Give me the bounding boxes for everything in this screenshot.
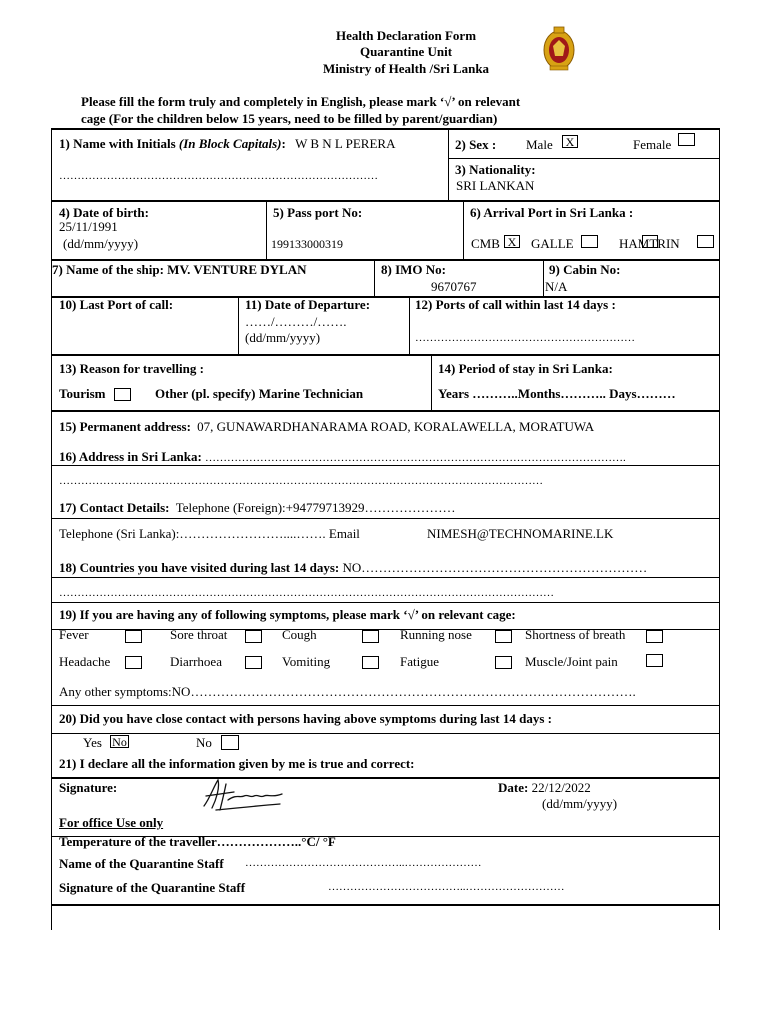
q7-ship-name-label: 7) Name of the ship: MV. VENTURE DYLAN bbox=[52, 262, 307, 277]
q9-cabin-label: 9) Cabin No: bbox=[549, 262, 621, 277]
symptom-sore-throat-checkbox[interactable] bbox=[245, 630, 262, 643]
q4-dob-label: 4) Date of birth: bbox=[59, 205, 149, 220]
q13-tourism-label: Tourism bbox=[59, 386, 106, 401]
q6-hambantota-label: HAMTRIN bbox=[619, 236, 680, 251]
q17-email-value: NIMESH@TECHNOMARINE.LK bbox=[427, 526, 614, 541]
q13-other-label: Other (pl. specify) Marine Technician bbox=[155, 386, 364, 401]
symptom-shortness-of-breath-checkbox[interactable] bbox=[646, 630, 663, 643]
signature-date-value: 22/12/2022 bbox=[531, 780, 591, 795]
q15-address-label: 15) Permanent address: bbox=[59, 419, 191, 434]
q4-dob-format: (dd/mm/yyyy) bbox=[63, 236, 139, 251]
q5-passport-label: 5) Pass port No: bbox=[273, 205, 363, 220]
symptom-muscle-joint-pain-checkbox[interactable] bbox=[646, 654, 663, 667]
q16-dots-line-2: …………………………………………………………………………………………………………………… bbox=[59, 475, 543, 487]
q17-contact-row bbox=[59, 500, 455, 516]
symptom-fatigue-checkbox[interactable] bbox=[495, 656, 512, 669]
q6-cmb-label: CMB bbox=[471, 236, 500, 251]
office-temperature: Temperature of the traveller………………..°C/ °F bbox=[59, 834, 336, 849]
symptom-running-nose: Running nose bbox=[400, 627, 472, 642]
q6-cmb-checkbox[interactable]: X bbox=[504, 235, 520, 248]
q2-female-checkbox[interactable] bbox=[678, 133, 695, 146]
q2-sex-label: 2) Sex : bbox=[455, 137, 497, 152]
signature-label: Signature: bbox=[59, 780, 118, 795]
signature-date-label: Date: bbox=[498, 780, 529, 795]
office-use-title: For office Use only bbox=[59, 815, 164, 830]
q19-symptoms-label: 19) If you are having any of following symptoms, please mark ‘√’ on relevant cage: bbox=[59, 607, 516, 622]
office-staff-signature-dots: ………………………………..……………………… bbox=[328, 881, 565, 893]
q11-departure-label: 11) Date of Departure: bbox=[245, 297, 371, 312]
q11-departure-blank: ……/………/……. bbox=[245, 314, 347, 329]
q13-tourism-checkbox[interactable] bbox=[114, 388, 131, 401]
q17-tel-sri-lanka: Telephone (Sri Lanka):……………………....……. Email bbox=[59, 526, 360, 541]
office-staff-signature-label: Signature of the Quarantine Staff bbox=[59, 880, 246, 895]
q20-yes-label: Yes bbox=[83, 735, 102, 750]
symptom-cough: Cough bbox=[282, 627, 317, 642]
q2-male-label: Male bbox=[526, 137, 553, 152]
office-staff-name-label: Name of the Quarantine Staff bbox=[59, 856, 224, 871]
q19-other-symptoms: Any other symptoms:NO…………………………………………………………………………………………. bbox=[59, 684, 636, 699]
q20-yes-checkbox[interactable]: No bbox=[110, 735, 129, 748]
ministry-title: Ministry of Health /Sri Lanka bbox=[322, 61, 490, 76]
unit-title: Quarantine Unit bbox=[359, 44, 453, 59]
q6-galle-checkbox[interactable] bbox=[581, 235, 598, 248]
handwritten-signature-icon bbox=[196, 776, 288, 816]
signature-date-row bbox=[498, 780, 591, 796]
q17-tel-foreign: Telephone (Foreign):+94779713929………………… bbox=[175, 500, 456, 515]
q8-imo-label: 8) IMO No: bbox=[381, 262, 446, 277]
instructions-line-1: Please fill the form truly and completely in English, please mark ‘√’ on relevant bbox=[81, 94, 521, 109]
q6-hambantota-checkbox[interactable] bbox=[642, 235, 658, 248]
q2-male-checkbox[interactable]: X bbox=[562, 135, 578, 148]
q15-address-value: 07, GUNAWARDHANARAMA ROAD, KORALAWELLA, MORATUWA bbox=[197, 419, 595, 434]
instructions-line-2: cage (For the children below 15 years, need to be filled by parent/guardian) bbox=[81, 111, 498, 126]
symptom-headache: Headache bbox=[59, 654, 111, 669]
q21-declaration-label: 21) I declare all the information given by me is true and correct: bbox=[59, 756, 415, 771]
symptom-fever-checkbox[interactable] bbox=[125, 630, 142, 643]
q15-address-row bbox=[59, 419, 594, 435]
q3-nationality-label: 3) Nationality: bbox=[455, 162, 536, 177]
q12-ports-dots: …………………………………………………… bbox=[415, 332, 635, 344]
q11-departure-format: (dd/mm/yyyy) bbox=[245, 330, 321, 345]
q12-ports-label: 12) Ports of call within last 14 days : bbox=[415, 297, 616, 312]
q20-contact-label: 20) Did you have close contact with persons having above symptoms during last 14 days : bbox=[59, 711, 552, 726]
q13-reason-label: 13) Reason for travelling : bbox=[59, 361, 204, 376]
q18-countries-row bbox=[59, 560, 647, 576]
q6-other-port-checkbox[interactable] bbox=[697, 235, 714, 248]
q8-imo-value: 9670767 bbox=[431, 279, 477, 294]
q10-last-port-label: 10) Last Port of call: bbox=[59, 297, 174, 312]
q16-address-sl-row: 16) Address in Sri Lanka: ……………………………………………………………………………………………………. bbox=[59, 449, 626, 464]
q14-stay-value: Years ………..Months……….. Days……… bbox=[438, 386, 676, 401]
q14-stay-label: 14) Period of stay in Sri Lanka: bbox=[438, 361, 613, 376]
q5-passport-value: 199133000319 bbox=[271, 237, 343, 251]
symptom-cough-checkbox[interactable] bbox=[362, 630, 379, 643]
symptom-sore-throat: Sore throat bbox=[170, 627, 228, 642]
q3-nationality-value: SRI LANKAN bbox=[456, 178, 535, 193]
symptom-fatigue: Fatigue bbox=[400, 654, 439, 669]
q18-countries-label: 18) Countries you have visited during last 14 days: bbox=[59, 560, 340, 575]
symptom-headache-checkbox[interactable] bbox=[125, 656, 142, 669]
q2-female-label: Female bbox=[633, 137, 672, 152]
symptom-diarrhoea-checkbox[interactable] bbox=[245, 656, 262, 669]
symptom-running-nose-checkbox[interactable] bbox=[495, 630, 512, 643]
symptom-vomiting-checkbox[interactable] bbox=[362, 656, 379, 669]
symptom-vomiting: Vomiting bbox=[282, 654, 331, 669]
form-title: Health Declaration Form bbox=[335, 28, 477, 43]
q6-galle-label: GALLE bbox=[531, 236, 574, 251]
q18-dots: ……………………………………………………………………………………………………………………… bbox=[59, 587, 554, 599]
q9-cabin-value: N/A bbox=[545, 279, 568, 294]
symptom-shortness-of-breath: Shortness of breath bbox=[525, 627, 626, 642]
q6-arrival-port-label: 6) Arrival Port in Sri Lanka : bbox=[470, 205, 634, 220]
q16-address-sl-label: 16) Address in Sri Lanka: bbox=[59, 449, 202, 464]
symptom-muscle-joint-pain: Muscle/Joint pain bbox=[525, 654, 618, 669]
symptom-diarrhoea: Diarrhoea bbox=[170, 654, 222, 669]
q4-dob-value: 25/11/1991 bbox=[59, 219, 118, 234]
signature-date-format: (dd/mm/yyyy) bbox=[542, 796, 618, 811]
q1-dots: …………………………………………………………………………… bbox=[59, 170, 378, 182]
q18-countries-value: NO………………………………………………………… bbox=[342, 560, 648, 575]
q20-no-checkbox[interactable] bbox=[221, 735, 239, 750]
q20-no-label: No bbox=[196, 735, 212, 750]
q1-name-value: W B N L PERERA bbox=[295, 136, 396, 151]
q1-name-label: 1) Name with Initials (In Block Capitals): W B N L PERERA bbox=[59, 136, 396, 151]
symptom-fever: Fever bbox=[59, 627, 89, 642]
office-staff-name-dots: ……………………………………..………………… bbox=[245, 857, 482, 869]
q17-contact-label: 17) Contact Details: bbox=[59, 500, 170, 515]
